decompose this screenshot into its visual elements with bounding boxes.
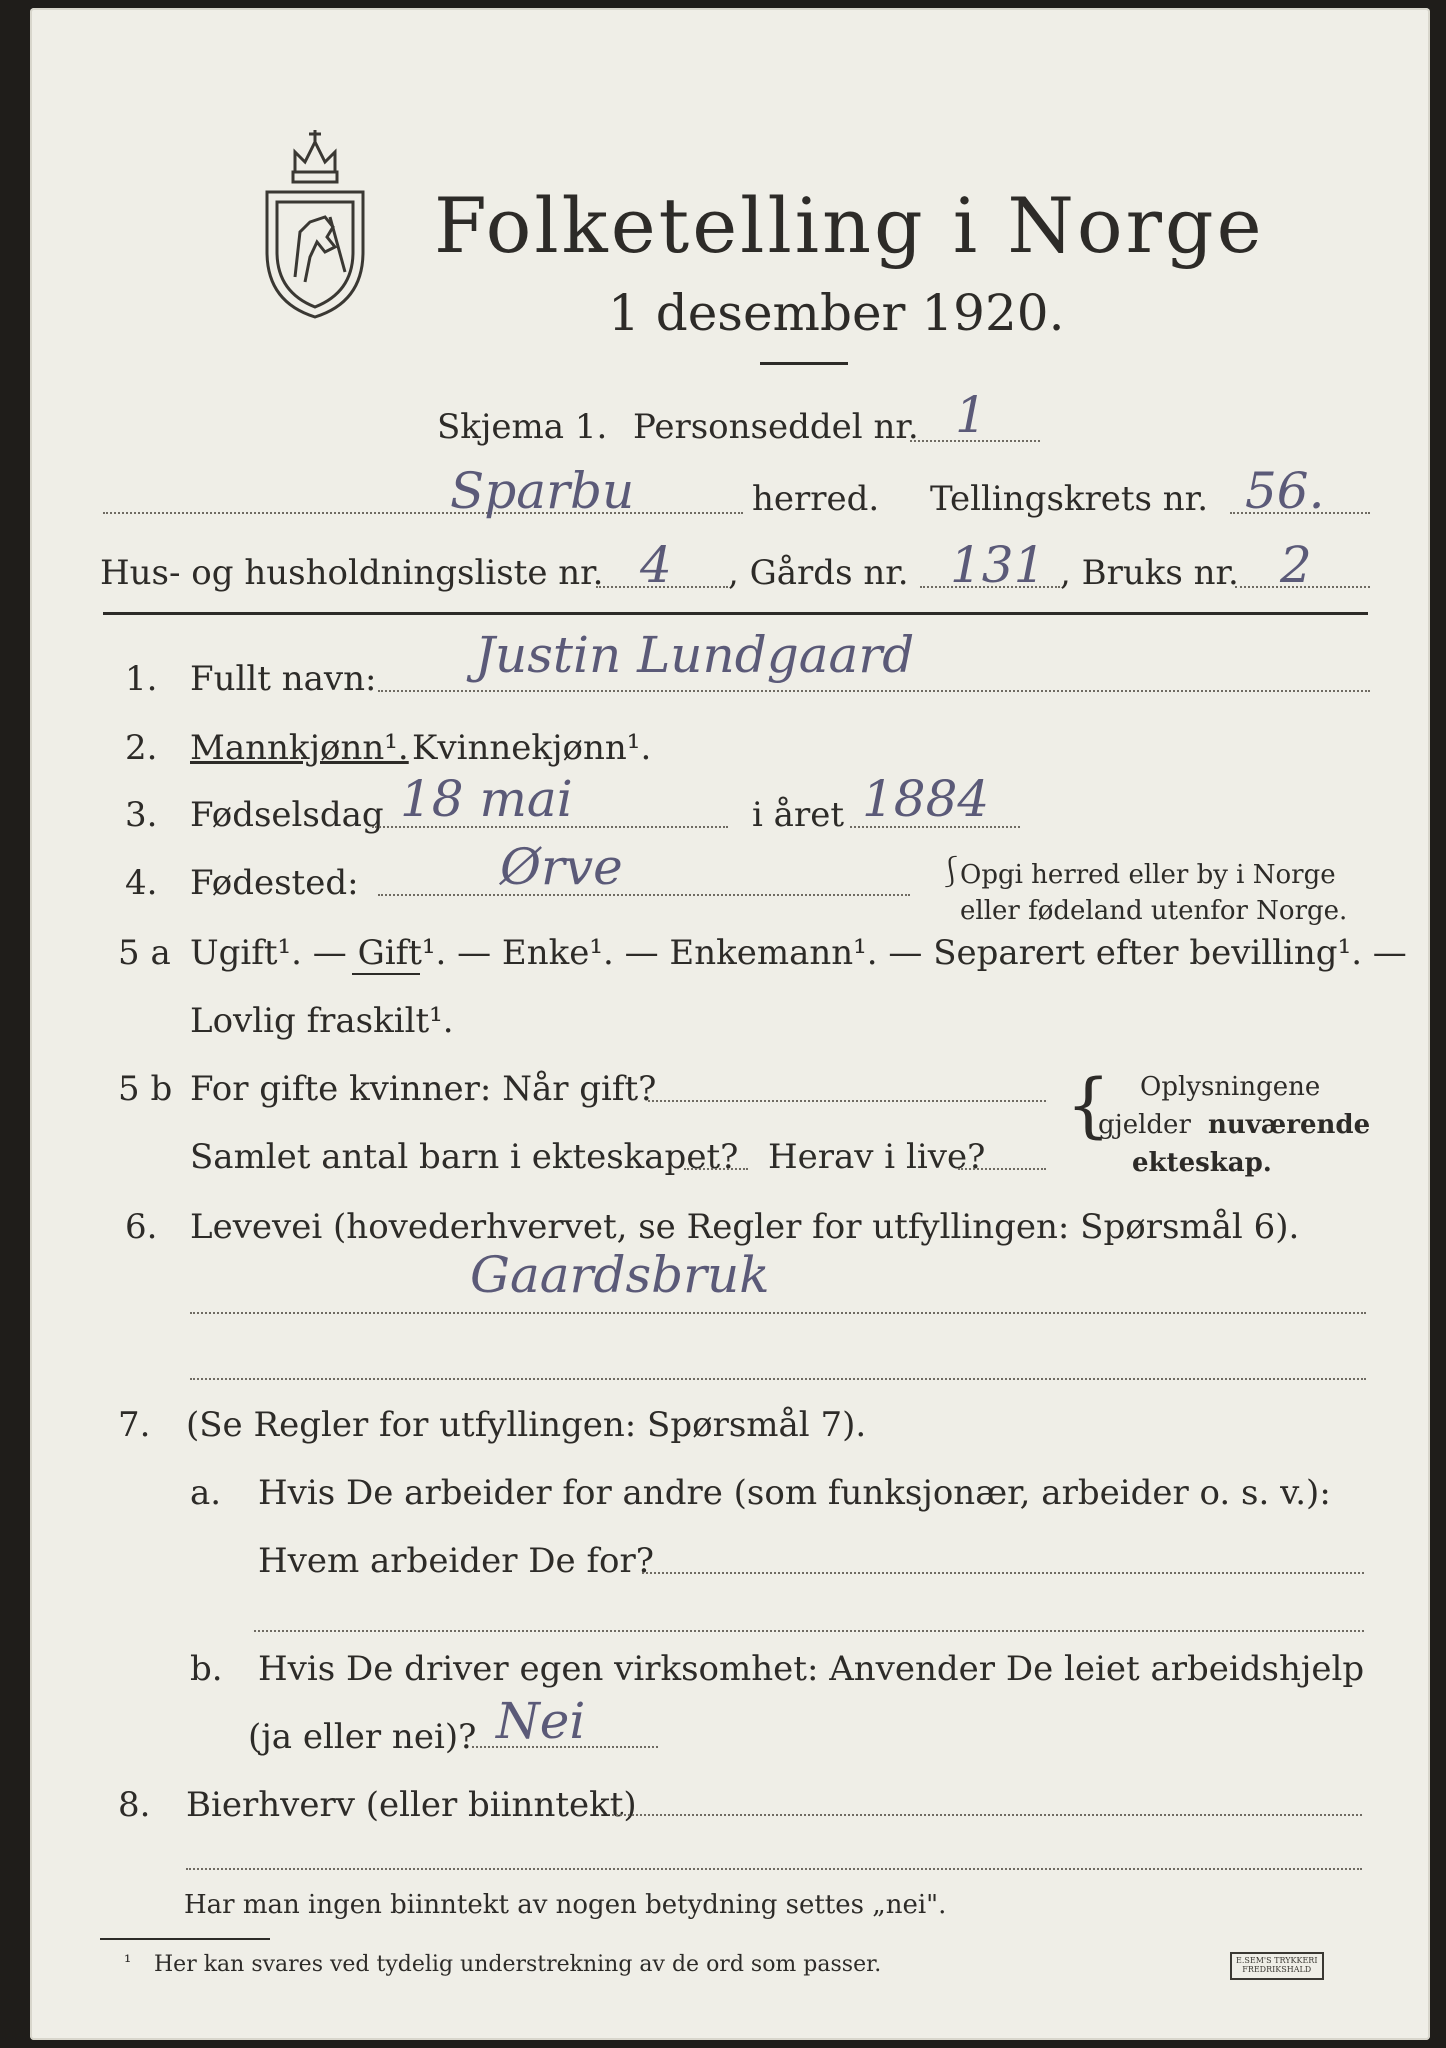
footnote-mark: ¹ xyxy=(124,1952,132,1973)
skjema-label: Skjema 1. xyxy=(437,407,608,447)
q4-note-1: Opgi herred eller by i Norge xyxy=(960,860,1336,890)
q1-line xyxy=(378,690,1370,692)
q7a-line-extra xyxy=(254,1630,1364,1632)
q5b-note-2b: nuværende xyxy=(1208,1110,1371,1140)
q6-number: 6. xyxy=(125,1207,158,1247)
q7a-line xyxy=(642,1572,1364,1574)
q7b-line-1: Hvis De driver egen virksomhet: Anvender De leiet arbeidshjelp xyxy=(258,1649,1365,1689)
q7-number: 7. xyxy=(118,1405,151,1445)
header-rule xyxy=(103,612,1368,615)
q4-number: 4. xyxy=(125,863,158,903)
q8-line-1 xyxy=(612,1814,1362,1816)
norwegian-coat-of-arms-icon xyxy=(255,112,375,322)
q8-number: 8. xyxy=(118,1785,151,1825)
q6-line-2 xyxy=(190,1378,1366,1380)
herred-label: herred. xyxy=(752,479,880,519)
q5a-options[interactable]: Ugift¹. — Gift¹. — Enke¹. — Enkemann¹. — Separert efter bevilling¹. — xyxy=(190,933,1407,973)
bruks-label: , Bruks nr. xyxy=(1060,553,1239,593)
q1-label: Fullt navn: xyxy=(190,659,377,699)
q5a-option-fraskilt[interactable]: Lovlig fraskilt¹. xyxy=(190,1001,454,1041)
q2-mannkjonn[interactable]: Mannkjønn¹. xyxy=(190,728,409,768)
q5b-note-1: Oplysningene xyxy=(1140,1072,1321,1102)
hus-label: Hus- og husholdningsliste nr. xyxy=(100,553,604,593)
q4-label: Fødested: xyxy=(190,863,359,903)
q6-line-1 xyxy=(190,1312,1366,1314)
q1-full-name[interactable]: Justin Lundgaard xyxy=(475,626,915,684)
q7b-letter: b. xyxy=(190,1649,223,1689)
q5b-number: 5 b xyxy=(118,1069,173,1109)
q7b-line-2: (ja eller nei)? xyxy=(248,1717,477,1757)
gards-label: , Gårds nr. xyxy=(728,553,909,593)
q5b-gift-line xyxy=(648,1100,1046,1102)
tellingskrets-label: Tellingskrets nr. xyxy=(930,479,1209,519)
herred-line xyxy=(103,512,743,514)
tellingskrets-value[interactable]: 56. xyxy=(1245,462,1325,520)
printer-stamp-line-2: FREDRIKSHALD xyxy=(1242,1964,1312,1974)
q7a-line-1: Hvis De arbeider for andre (som funksjonær, arbeider o. s. v.): xyxy=(258,1473,1331,1513)
q4-birthplace[interactable]: Ørve xyxy=(500,838,623,896)
q3-label: Fødselsdag xyxy=(190,795,384,835)
herred-value[interactable]: Sparbu xyxy=(450,462,635,520)
form-title: Folketelling i Norge xyxy=(434,181,1265,270)
q3-number: 3. xyxy=(125,795,158,835)
q5b-barn-line xyxy=(684,1168,748,1170)
q5b-brace: { xyxy=(1066,1064,1111,1146)
q3-birth-year[interactable]: 1884 xyxy=(862,770,990,828)
q3-birth-day[interactable]: 18 mai xyxy=(400,770,573,828)
footnote-text: Her kan svares ved tydelig understrekning av de ord som passer. xyxy=(154,1952,882,1977)
q2-number: 2. xyxy=(125,728,158,768)
q5b-live-label: Herav i live? xyxy=(768,1137,986,1177)
q7a-line-2: Hvem arbeider De for? xyxy=(258,1541,654,1581)
q6-occupation[interactable]: Gaardsbruk xyxy=(470,1246,770,1304)
bruks-value[interactable]: 2 xyxy=(1280,536,1312,594)
q1-number: 1. xyxy=(125,659,158,699)
title-divider xyxy=(760,362,848,365)
q5a-gift-underline xyxy=(352,973,420,975)
q8-label: Bierhverv (eller biinntekt) xyxy=(186,1785,637,1825)
q8-line-2 xyxy=(186,1868,1362,1870)
printer-stamp xyxy=(1230,1952,1324,1980)
q5b-live-line xyxy=(958,1168,1046,1170)
q5b-line-1: For gifte kvinner: Når gift? xyxy=(190,1069,657,1109)
biinntekt-note: Har man ingen biinntekt av nogen betydning settes „nei". xyxy=(184,1890,947,1920)
q7a-letter: a. xyxy=(190,1473,222,1513)
q5b-barn-label: Samlet antal barn i ekteskapet? xyxy=(190,1137,739,1177)
q4-brace: ⎰ xyxy=(936,855,966,890)
q4-note-2: eller fødeland utenfor Norge. xyxy=(960,896,1348,926)
hus-value[interactable]: 4 xyxy=(640,536,672,594)
q4-line xyxy=(378,894,910,896)
q5b-note-2a: gjelder xyxy=(1098,1110,1191,1140)
q2-kvinnekjonn[interactable]: Kvinnekjønn¹. xyxy=(412,728,652,768)
personseddel-value[interactable]: 1 xyxy=(955,386,987,444)
personseddel-label: Personseddel nr. xyxy=(633,407,919,447)
q3-year-label: i året xyxy=(752,795,844,835)
q6-label: Levevei (hovederhvervet, se Regler for utfyllingen: Spørsmål 6). xyxy=(190,1207,1300,1247)
printer-stamp-line-1: E.SEM'S TRYKKERI xyxy=(1236,1956,1318,1965)
footnote-rule xyxy=(100,1938,270,1940)
census-date: 1 desember 1920. xyxy=(608,284,1065,342)
q5a-number: 5 a xyxy=(118,933,171,973)
gards-value[interactable]: 131 xyxy=(950,536,1046,594)
q5b-note-3: ekteskap. xyxy=(1132,1148,1272,1178)
q7b-answer[interactable]: Nei xyxy=(496,1692,586,1750)
q7-label: (Se Regler for utfyllingen: Spørsmål 7). xyxy=(186,1405,867,1445)
